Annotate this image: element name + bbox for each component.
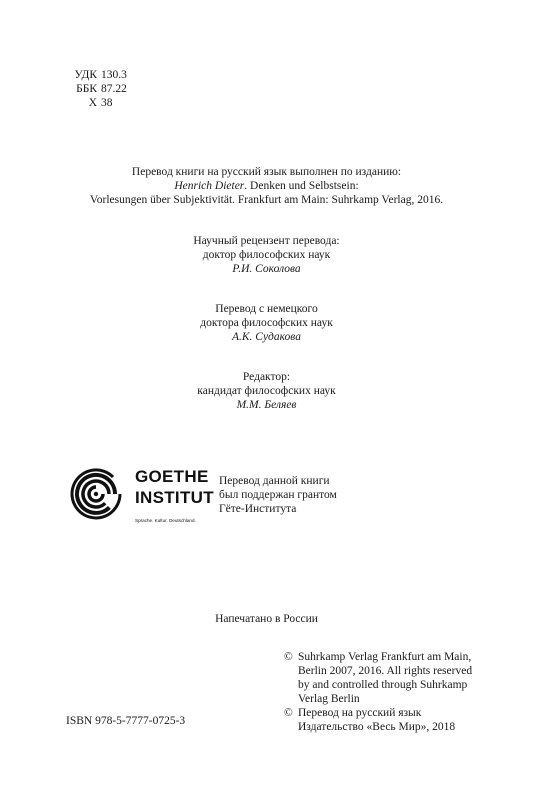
logo-slogan: Sprache. Kultur. Deutschland.	[135, 518, 196, 523]
reviewer-block	[0, 234, 533, 276]
reviewer-role: Научный рецензент перевода:	[193, 235, 340, 247]
bbk-label: ББК	[76, 83, 97, 95]
copyright-suhrkamp	[284, 650, 484, 706]
reviewer-degree: доктор философских наук	[202, 249, 331, 261]
copyright-line: Издательство «Весь Мир», 2018	[298, 721, 456, 733]
udk-label: УДК	[74, 69, 97, 81]
source-author: Henrich Dieter	[174, 180, 245, 192]
reviewer-name: Р.И. Соколова	[232, 263, 301, 275]
translator-degree: доктора философских наук	[200, 317, 333, 329]
copyright-line: Suhrkamp Verlag Frankfurt am Main,	[298, 651, 472, 663]
printed-in: Напечатано в России	[215, 613, 318, 625]
copyright-line: Verlag Berlin	[298, 693, 360, 705]
bbk-value: 87.22	[101, 83, 127, 95]
bbk-row	[66, 82, 127, 96]
copyright-line: Перевод на русский язык	[298, 707, 422, 719]
isbn: ISBN 978-5-7777-0725-3	[66, 715, 186, 727]
editor-name: М.М. Беляев	[236, 399, 297, 411]
copyright-translation	[284, 706, 484, 734]
source-title: . Denken und Selbstsein:	[244, 180, 359, 192]
logo-word-goethe: GOETHE	[135, 467, 209, 486]
source-intro: Перевод книги на русский язык выполнен по изданию:	[131, 166, 402, 178]
grant-line-2: был поддержан грантом	[219, 489, 337, 501]
source-publisher: Vorlesungen über Subjektivität. Frankfurt am Main: Suhrkamp Verlag, 2016.	[89, 194, 444, 206]
editor-block	[0, 370, 533, 412]
grant-note	[219, 474, 337, 516]
udk-row	[66, 68, 127, 82]
editor-role: Редактор:	[242, 371, 291, 383]
copyright-line: Berlin 2007, 2016. All rights reserved	[298, 665, 473, 677]
copyright-block	[284, 650, 484, 734]
translator-name: А.К. Судакова	[232, 331, 301, 343]
author-mark-label: Х	[88, 97, 97, 109]
source-title-line	[0, 179, 533, 193]
goethe-institut-logo	[64, 462, 224, 526]
copyright-symbol: ©	[284, 707, 293, 719]
grant-line-1: Перевод данной книги	[219, 475, 330, 487]
author-mark-value: 38	[101, 97, 113, 109]
goethe-spiral-icon	[64, 462, 128, 526]
grant-line-3: Гёте-Института	[219, 503, 297, 515]
logo-word-institut: INSTITUT	[135, 488, 214, 507]
classification-codes	[66, 68, 127, 110]
author-mark-row	[66, 96, 127, 110]
editor-degree: кандидат философских наук	[197, 385, 336, 397]
translator-role: Перевод с немецкого	[215, 303, 318, 315]
translator-block	[0, 302, 533, 344]
source-edition	[0, 165, 533, 207]
udk-value: 130.3	[101, 69, 127, 81]
copyright-symbol: ©	[284, 651, 293, 663]
copyright-line: by and controlled through Suhrkamp	[298, 679, 468, 691]
